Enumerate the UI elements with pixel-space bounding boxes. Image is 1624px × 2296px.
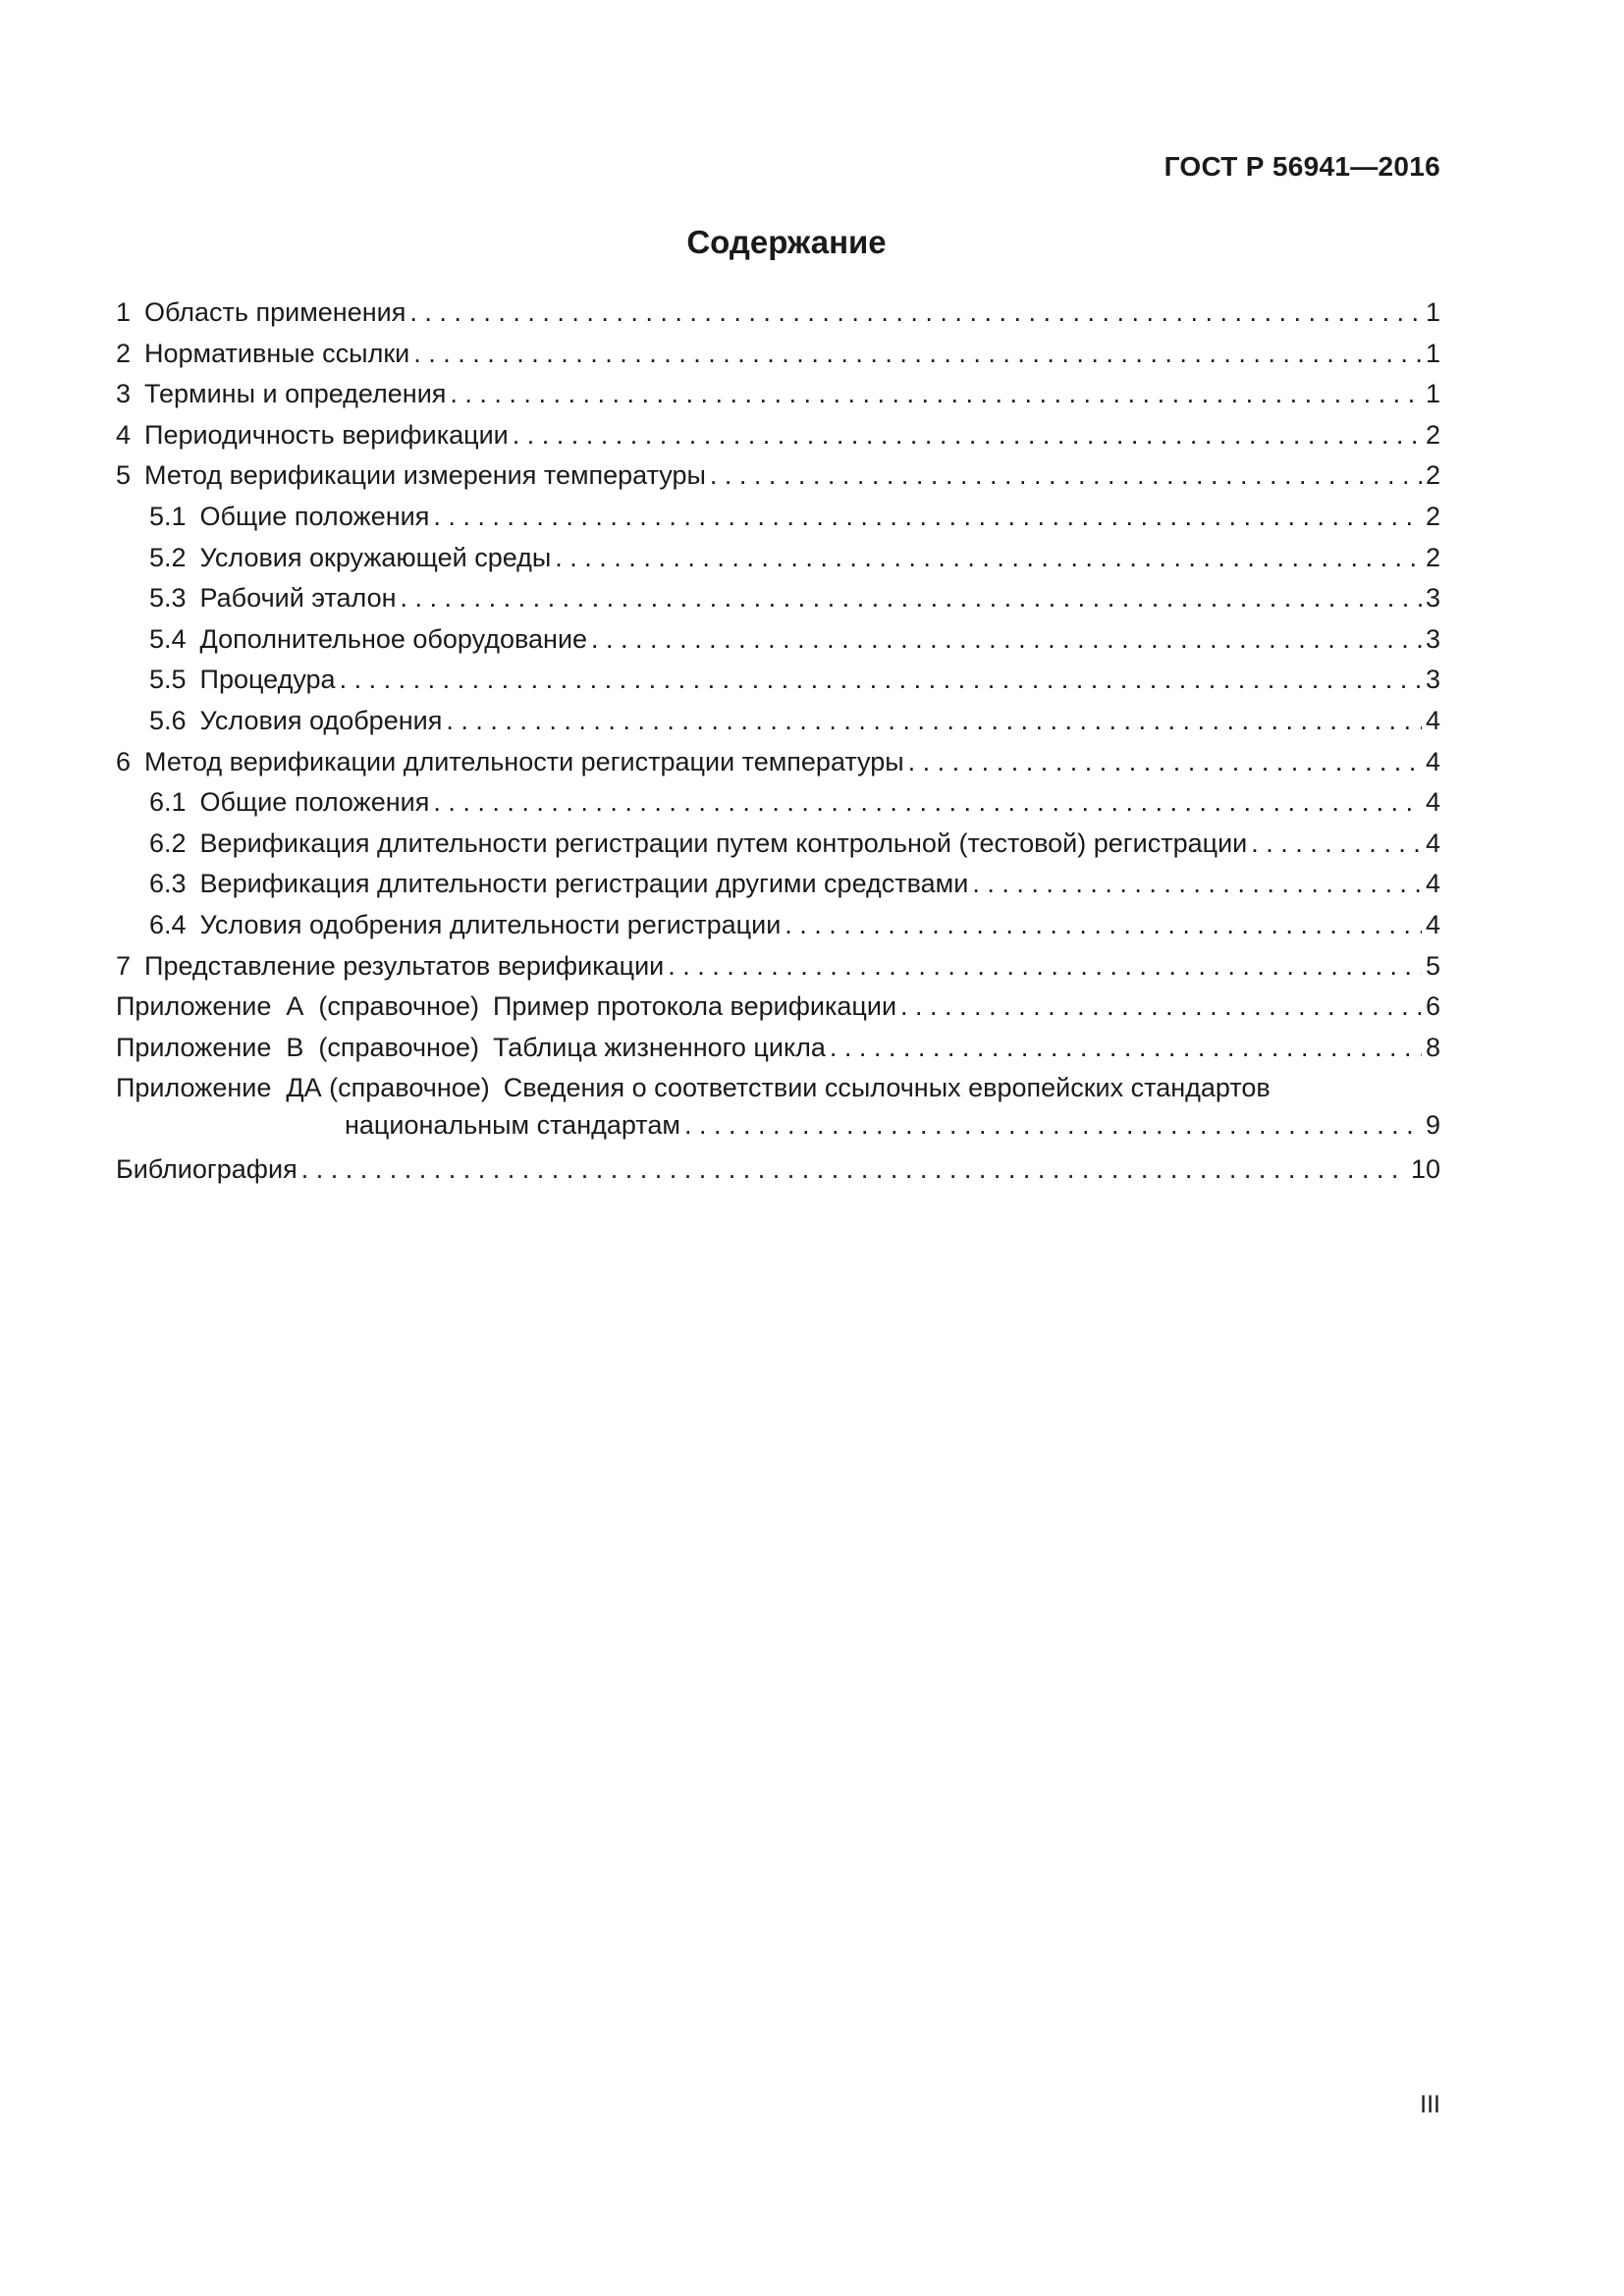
toc-entry-continuation (116, 1109, 1440, 1142)
dot-leader (433, 782, 1422, 824)
toc-entry-label: Общие положения (199, 501, 430, 531)
toc-appendix-prefix: Приложение В (справочное) (116, 1032, 479, 1062)
toc-entry-number: 5 (116, 460, 132, 491)
toc-subentry[interactable] (116, 701, 1440, 742)
toc-entry-page: 4 (1425, 705, 1440, 735)
toc-entry-label: Условия одобрения (199, 705, 443, 735)
dot-leader (591, 619, 1422, 661)
toc-appendix-entry[interactable] (116, 1068, 1440, 1142)
toc-entry-label: Периодичность верификации (144, 419, 509, 450)
toc-subentry[interactable] (116, 619, 1440, 661)
toc-entry-page: 10 (1410, 1153, 1440, 1184)
toc-entry-number: 5.3 (149, 583, 187, 614)
dot-leader (340, 660, 1422, 701)
toc-entry-page: 1 (1425, 338, 1440, 368)
toc-entry-label: Процедура (199, 665, 336, 695)
toc-subentry[interactable] (116, 824, 1440, 865)
toc-entry-page: 1 (1425, 297, 1440, 327)
toc-entry-label: Условия окружающей среды (199, 542, 552, 572)
toc-appendix-entry[interactable] (116, 1028, 1440, 1069)
toc-entry-page: 4 (1425, 787, 1440, 818)
toc-entry-label: Таблица жизненного цикла (492, 1032, 826, 1062)
toc-entry-label: Метод верификации измерения температуры (144, 460, 706, 491)
toc-entry-label: Пример протокола верификации (492, 991, 897, 1022)
toc-entry-number: 2 (116, 338, 132, 368)
dot-leader (413, 334, 1422, 375)
toc-entry-page: 1 (1425, 379, 1440, 409)
toc-entry-label-continued: национальным стандартам (345, 1109, 680, 1140)
toc-entry-number: 5.2 (149, 542, 187, 572)
toc-entry-label: Верификация длительности регистрации путем контрольной (тестовой) регистрации (199, 828, 1248, 858)
toc-entry-page: 4 (1425, 746, 1440, 776)
toc-entry-number: 5.6 (149, 705, 187, 735)
toc-subentry[interactable] (116, 905, 1440, 946)
dot-leader (555, 538, 1422, 579)
dot-leader (900, 987, 1422, 1028)
toc-entry[interactable] (116, 742, 1440, 783)
toc-entry[interactable] (116, 946, 1440, 988)
toc-entry-label: Дополнительное оборудование (199, 623, 588, 654)
toc-subentry[interactable] (116, 538, 1440, 579)
toc-entry-page: 3 (1425, 623, 1440, 654)
toc-entry-label: Верификация длительности регистрации другими средствами (199, 869, 969, 899)
toc-entry[interactable] (116, 293, 1440, 334)
toc-entry-page: 3 (1425, 583, 1440, 614)
toc-entry-label: Термины и определения (144, 379, 447, 409)
toc-entry-number: 6.2 (149, 828, 187, 858)
dot-leader (301, 1149, 1407, 1191)
toc-entry-page: 2 (1425, 501, 1440, 531)
dot-leader (513, 415, 1422, 456)
toc-entry-number: 6 (116, 746, 132, 776)
toc-entry-number: 5.1 (149, 501, 187, 531)
dot-leader (409, 293, 1422, 334)
dot-leader (1251, 824, 1422, 865)
toc-entry-number: 3 (116, 379, 132, 409)
toc-entry-label: Сведения о соответствии ссылочных европейских стандартов (503, 1073, 1271, 1103)
table-of-contents (116, 293, 1440, 1190)
toc-entry-bibliography[interactable] (116, 1149, 1440, 1191)
toc-entry-label: Метод верификации длительности регистрации температуры (144, 746, 904, 776)
toc-entry-label: Библиография (116, 1153, 298, 1184)
toc-entry-page: 2 (1425, 542, 1440, 572)
dot-leader (446, 701, 1422, 742)
toc-subentry[interactable] (116, 864, 1440, 905)
toc-entry-label: Рабочий эталон (199, 583, 397, 614)
toc-subentry[interactable] (116, 782, 1440, 824)
toc-subentry[interactable] (116, 578, 1440, 619)
toc-entry-first-line (116, 1068, 1440, 1109)
toc-entry-number: 6.4 (149, 909, 187, 939)
toc-entry-number: 4 (116, 419, 132, 450)
dot-leader (684, 1109, 1422, 1142)
toc-entry-number: 1 (116, 297, 132, 327)
dot-leader (450, 374, 1422, 415)
toc-entry[interactable] (116, 334, 1440, 375)
toc-entry-page: 8 (1425, 1032, 1440, 1062)
toc-entry-number: 5.4 (149, 623, 187, 654)
dot-leader (668, 946, 1422, 988)
dot-leader (830, 1028, 1422, 1069)
toc-entry-page: 4 (1425, 909, 1440, 939)
toc-entry-page: 9 (1425, 1109, 1440, 1140)
dot-leader (972, 864, 1422, 905)
page-number: III (1420, 2091, 1440, 2118)
toc-entry-page: 4 (1425, 828, 1440, 858)
document-code: ГОСТ Р 56941—2016 (1164, 151, 1440, 182)
toc-entry[interactable] (116, 415, 1440, 456)
toc-title: Содержание (686, 224, 887, 260)
dot-leader (401, 578, 1422, 619)
toc-entry-page: 6 (1425, 991, 1440, 1022)
toc-entry-label: Условия одобрения длительности регистрации (199, 909, 782, 939)
dot-leader (908, 742, 1422, 783)
toc-entry-number: 7 (116, 950, 132, 981)
toc-appendix-prefix: Приложение А (справочное) (116, 991, 479, 1022)
toc-entry-label: Нормативные ссылки (144, 338, 410, 368)
toc-appendix-prefix: Приложение ДА (справочное) (116, 1073, 490, 1103)
toc-entry-page: 4 (1425, 869, 1440, 899)
toc-subentry[interactable] (116, 660, 1440, 701)
toc-entry[interactable] (116, 455, 1440, 497)
toc-entry-label: Представление результатов верификации (144, 950, 665, 981)
toc-entry-page: 2 (1425, 419, 1440, 450)
toc-entry[interactable] (116, 374, 1440, 415)
toc-entry-page: 2 (1425, 460, 1440, 491)
toc-entry-label: Общие положения (199, 787, 430, 818)
toc-entry-page: 5 (1425, 950, 1440, 981)
toc-appendix-entry[interactable] (116, 987, 1440, 1028)
toc-subentry[interactable] (116, 497, 1440, 538)
toc-entry-number: 5.5 (149, 665, 187, 695)
dot-leader (785, 905, 1422, 946)
toc-entry-number: 6.1 (149, 787, 187, 818)
toc-entry-label: Область применения (144, 297, 406, 327)
toc-entry-page: 3 (1425, 665, 1440, 695)
toc-entry-number: 6.3 (149, 869, 187, 899)
dot-leader (433, 497, 1422, 538)
dot-leader (710, 455, 1422, 497)
